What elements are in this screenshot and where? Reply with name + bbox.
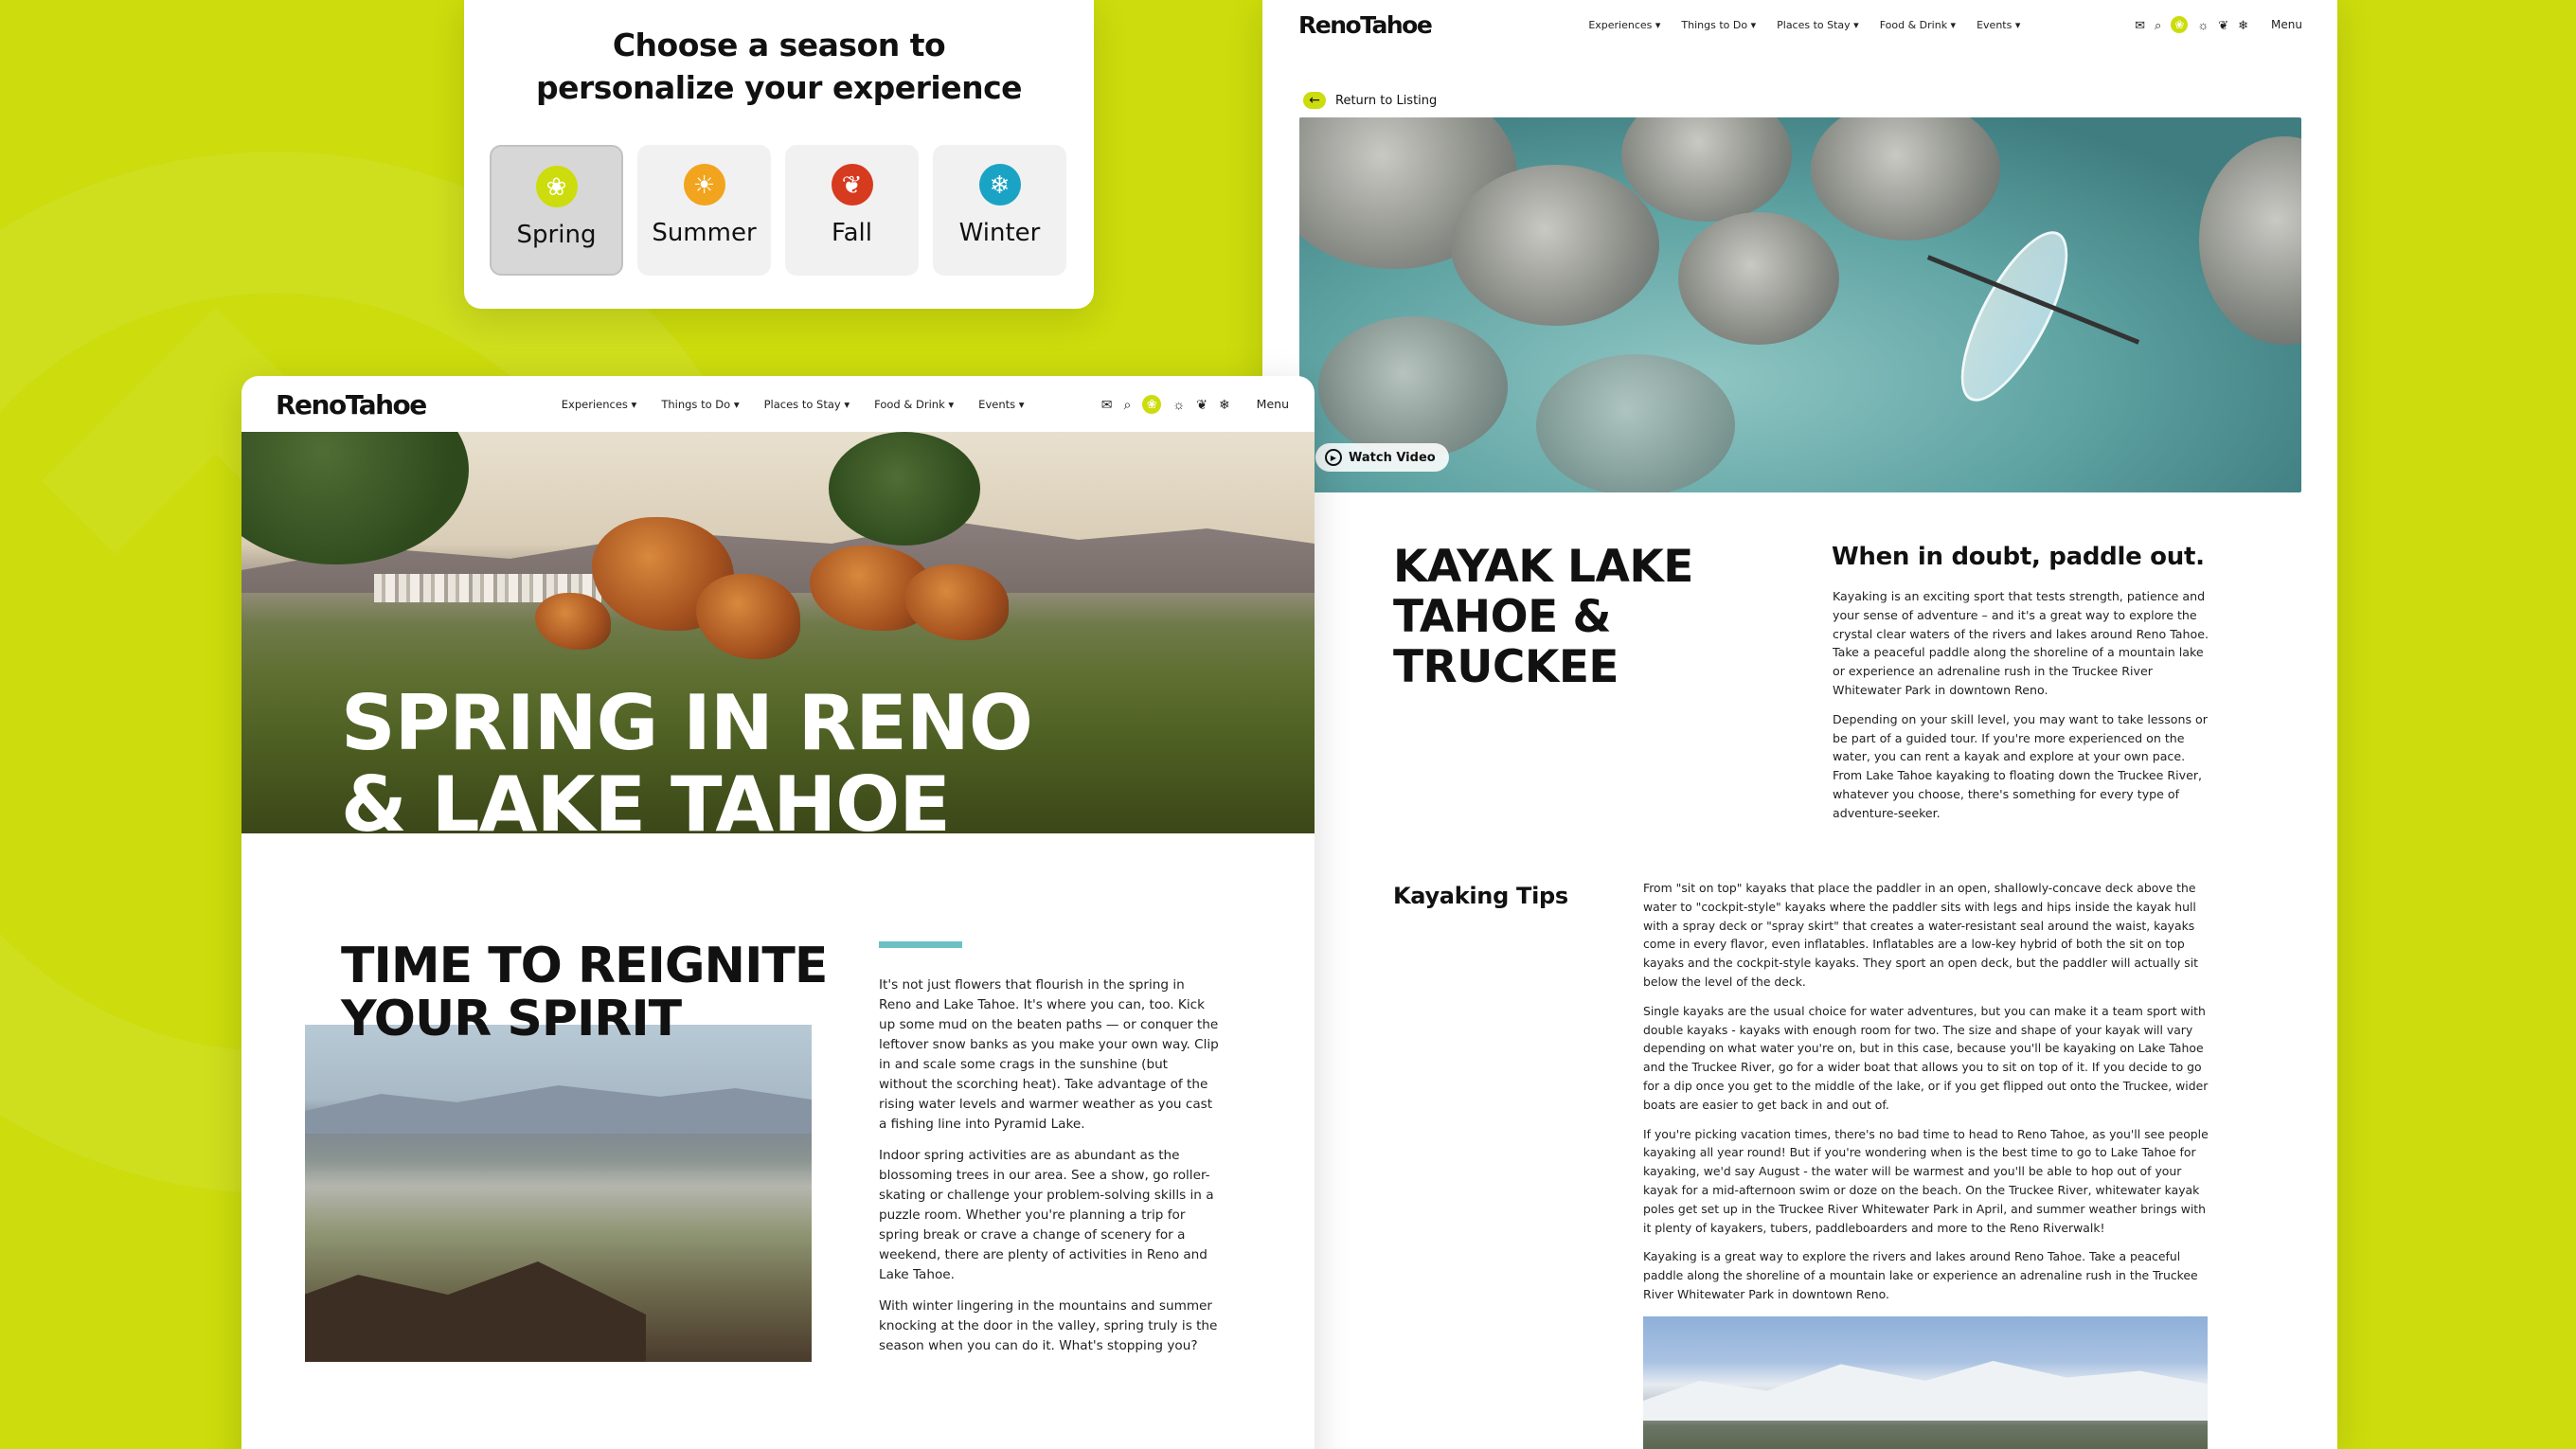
spring-page-window xyxy=(242,376,1315,1449)
snowy-mountains xyxy=(1643,1354,2208,1421)
season-winter-button[interactable] xyxy=(933,145,1066,276)
nav-events[interactable]: Events ▾ xyxy=(1977,18,2021,31)
summer-icon[interactable]: ☼ xyxy=(2197,17,2209,32)
season-summer-button[interactable] xyxy=(637,145,771,276)
tips-paragraph: From "sit on top" kayaks that place the paddler in an open, shallowly-concave deck above the water to "cockpit-style" kayaks where the paddler sits with legs and hips inside the kayak hull with a spray deck or "spray skirt" that creates a water-resistant seal around the waist, kayaks come in every flavor, even inflatables. Inflatables are a low-key hybrid of both the sit on top kayaks and the cockpit-style kayaks. They sport an open deck, but the paddler will actually sit below the level of the deck. xyxy=(1643,881,2199,989)
spring-flower-icon: ❀ xyxy=(536,166,578,207)
search-icon[interactable]: ⌕ xyxy=(1123,397,1132,412)
boulder xyxy=(1451,165,1659,326)
back-arrow-icon: ← xyxy=(1303,92,1326,109)
kayak xyxy=(1941,217,2088,415)
main-nav xyxy=(1588,19,2020,31)
spring-hero-title: SPRING IN RENO & LAKE TAHOE xyxy=(341,679,1032,833)
spring-paragraph: It's not just flowers that flourish in the spring in Reno and Lake Tahoe. It's where you can, too. Kick up some mud on the beaten paths — or conquer the leftover snow banks as you make your own way. Clip in and scale some crags in the sunshine (but without the scorching heat). Take advantage of the rising water levels and warmer weather as you cast a fishing line into Pyramid Lake. xyxy=(879,977,1219,1132)
menu-button[interactable]: Menu xyxy=(1256,396,1289,411)
nav-places-to-stay[interactable]: Places to Stay ▾ xyxy=(763,398,850,411)
nav-experiences[interactable]: Experiences ▾ xyxy=(561,398,637,411)
season-options xyxy=(490,145,1066,276)
spring-hero-image xyxy=(242,432,1315,833)
mail-icon[interactable]: ✉ xyxy=(2135,17,2146,32)
site-header xyxy=(276,384,1289,425)
boulder xyxy=(535,593,611,650)
intro-heading: When in doubt, paddle out. xyxy=(1832,543,2205,571)
season-picker-card xyxy=(464,0,1094,309)
rock-foreground xyxy=(305,1261,646,1362)
search-icon[interactable]: ⌕ xyxy=(2155,17,2162,32)
season-label: Spring xyxy=(516,221,597,249)
site-logo[interactable]: RenoTahoe xyxy=(1298,10,1432,39)
watch-video-button[interactable] xyxy=(1315,443,1449,472)
mountain-lake-photo xyxy=(1643,1316,2208,1449)
return-to-listing-link[interactable] xyxy=(1303,92,1437,109)
intro-body xyxy=(1833,587,2211,833)
intro-paragraph: Depending on your skill level, you may want to take lessons or be part of a guided tour. If you're more experienced on the water, you can rent a kayak and explore at your own pace. From Lake Tahoe kayaking to floating down the Truckee River, whatever you choose, there's something for every type of adventure-seeker. xyxy=(1833,711,2208,820)
boulder xyxy=(1678,212,1839,345)
mountain-ridge xyxy=(305,1077,812,1134)
season-label: Fall xyxy=(832,219,872,247)
winter-snowflake-icon: ❄ xyxy=(979,164,1021,206)
boulder xyxy=(1621,117,1792,222)
boulder xyxy=(1318,316,1508,458)
season-picker-title: Choose a season to personalize your experience xyxy=(535,27,1023,106)
fall-icon[interactable]: ❦ xyxy=(1196,397,1208,412)
nav-events[interactable]: Events ▾ xyxy=(978,398,1025,411)
watch-video-label: Watch Video xyxy=(1349,450,1436,465)
nav-food-drink[interactable]: Food & Drink ▾ xyxy=(874,398,955,411)
boulder xyxy=(1536,354,1735,492)
boulder xyxy=(696,574,800,659)
winter-icon[interactable]: ❄ xyxy=(1218,397,1230,412)
summer-icon[interactable]: ☼ xyxy=(1172,397,1186,412)
main-nav xyxy=(562,398,1025,411)
nav-experiences[interactable]: Experiences ▾ xyxy=(1588,18,1661,31)
spring-body xyxy=(879,975,1220,1368)
boulder xyxy=(2199,136,2301,345)
return-label: Return to Listing xyxy=(1335,93,1438,108)
tips-heading: Kayaking Tips xyxy=(1393,883,1568,909)
tips-paragraph: Single kayaks are the usual choice for water adventures, but you can make it a team sport with double kayaks - kayaks with enough room for two. The size and shape of your kayak will vary depending on what water you're on, but in this case, because you'll be kayaking on Lake Tahoe and the Truckee River, go for a wider boat that allows you to sit on top of it. If you decide to go for a dip once you get to the middle of the lake, or if you get flipped out onto the Truckee, wider boats are easier to get back in and out of. xyxy=(1643,1003,2209,1112)
header-tools xyxy=(1101,395,1289,414)
nav-food-drink[interactable]: Food & Drink ▾ xyxy=(1879,18,1957,31)
spring-icon[interactable]: ❀ xyxy=(1142,395,1161,414)
cyclists-photo xyxy=(305,1025,812,1362)
play-icon: ▶ xyxy=(1325,449,1342,466)
site-logo[interactable]: RenoTahoe xyxy=(276,388,426,420)
boulder xyxy=(1811,117,2000,241)
boulder xyxy=(904,564,1009,640)
header-tools xyxy=(2135,16,2302,33)
nav-things-to-do[interactable]: Things to Do ▾ xyxy=(661,398,740,411)
menu-button[interactable]: Menu xyxy=(2271,18,2302,31)
winter-icon[interactable]: ❄ xyxy=(2238,17,2249,32)
tips-paragraph: Kayaking is a great way to explore the rivers and lakes around Reno Tahoe. Take a peaceful paddle along the shoreline of a mountain lake or experience an adrenaline rush in the Truckee River Whitewater Park in downtown Reno. xyxy=(1643,1249,2198,1301)
season-label: Summer xyxy=(652,219,757,247)
spring-icon[interactable]: ❀ xyxy=(2171,16,2188,33)
kayak-hero-image xyxy=(1299,117,2301,492)
kayak-page-window xyxy=(1262,0,2337,1449)
accent-bar xyxy=(879,941,962,948)
tree xyxy=(829,432,980,546)
nav-things-to-do[interactable]: Things to Do ▾ xyxy=(1681,18,1757,31)
site-header xyxy=(1298,8,2302,42)
season-spring-button[interactable] xyxy=(490,145,623,276)
fall-icon[interactable]: ❦ xyxy=(2218,17,2229,32)
tips-body xyxy=(1643,879,2211,1315)
spring-paragraph: Indoor spring activities are as abundant as the blossoming trees in our area. See a show, go roller-skating or challenge your problem-solving skills in a puzzle room. Whether you're planning a trip for spring break or crave a change of scenery for a weekend, there are plenty of activities in Reno and Lake Tahoe. xyxy=(879,1148,1214,1282)
season-label: Winter xyxy=(958,219,1041,247)
season-fall-button[interactable] xyxy=(785,145,919,276)
mail-icon[interactable]: ✉ xyxy=(1100,397,1113,412)
intro-paragraph: Kayaking is an exciting sport that tests strength, patience and your sense of adventure – and it's a great way to explore the crystal clear waters of the rivers and lakes around Reno Tahoe. Take a peaceful paddle along the shoreline of a mountain lake or experience an adrenaline rush in the Truckee River Whitewater Park in downtown Reno. xyxy=(1833,589,2209,697)
spring-paragraph: With winter lingering in the mountains and summer knocking at the door in the valley, spring truly is the season when you can do it. What's stopping you? xyxy=(879,1298,1218,1353)
tree xyxy=(242,432,469,564)
kayak-page-title: KAYAK LAKE TAHOE & TRUCKEE xyxy=(1393,541,1693,693)
tips-paragraph: If you're picking vacation times, there's no bad time to head to Reno Tahoe, as you'll see people kayaking all year round! But if you're wondering when is the best time to go to Lake Tahoe for kayaking, we'd say August - the water will be warmest and you'll be able to hop out of your kayak for a mid-afternoon swim or doze on the beach. On the Truckee River, whitewater kayak poles get set up in the Truckee River Whitewater Park in April, and summer weather brings with it plenty of kayakers, tubers, paddleboarders and more to the Reno Riverwalk! xyxy=(1643,1126,2209,1235)
fall-leaf-icon: ❦ xyxy=(832,164,873,206)
summer-sun-icon: ☀ xyxy=(684,164,725,206)
nav-places-to-stay[interactable]: Places to Stay ▾ xyxy=(1777,18,1859,31)
spring-section-heading: TIME TO REIGNITE YOUR SPIRIT xyxy=(341,938,828,1047)
